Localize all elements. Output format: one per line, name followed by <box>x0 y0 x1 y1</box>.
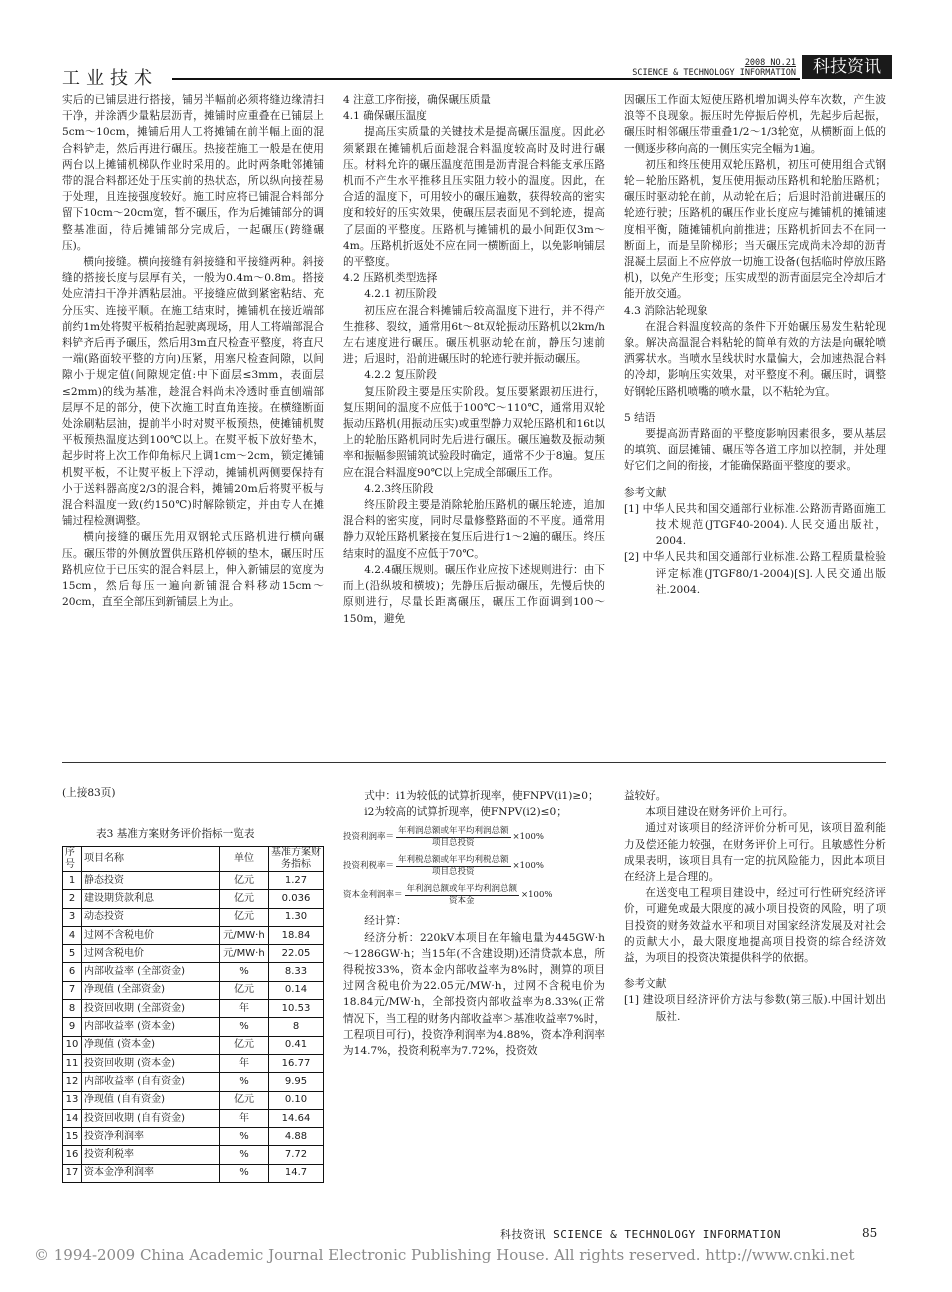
table-cell: 14.64 <box>269 1109 324 1127</box>
section-title: 工业技术 <box>62 68 158 89</box>
table-row <box>63 963 324 981</box>
table-row <box>63 1000 324 1018</box>
table-cell: 投资利税率 <box>82 1146 220 1164</box>
table-cell: 净现值 (资本金) <box>82 1036 220 1054</box>
paragraph: 在混合料温度较高的条件下开始碾压易发生粘轮现象。解决高温混合料粘轮的简单有效的方法是向碾轮喷洒雾状水。当喷水呈线状时水量偏大，会加速热混合料的冷却，影响压实效果，对平整度不利。碾压时，调整好钢轮压路机喷嘴的喷水量，以不粘轮为宜。 <box>624 320 886 398</box>
table-cell: 静态投资 <box>82 872 220 890</box>
formula-capital-profit-rate <box>343 884 605 907</box>
formula-factor: ×100% <box>512 832 544 843</box>
lower-column-2 <box>343 788 605 1059</box>
table-cell: 亿元 <box>220 890 269 908</box>
table-cell: 过网含税电价 <box>82 945 220 963</box>
issue-info <box>606 58 796 78</box>
formula-investment-tax-rate <box>343 855 605 878</box>
formula-denominator: 资本金 <box>449 896 475 907</box>
paragraph: 实后的已铺层进行搭接，铺另半幅前必须将缝边缘清扫干净，并涂洒少量粘层沥青，摊铺时应重叠在已铺层上5cm～10cm，摊铺后用人工将摊铺在前半幅上面的混合料铲走，然后再进行碾压。热接茬施工一般是在使用两台以上摊铺机梯队作业时采用的。此时两条毗邻摊铺带的混合料都还处于压实前的热状态，所以纵向接茬易于处理，且连接强度较好。施工时应将已铺混合料部分留下10cm～20cm宽，暂不碾压，作为后摊铺部分的调整基准面，待后摊铺部分完成后，一起碾压(跨缝碾压)。 <box>62 94 324 252</box>
table-cell: 内部收益率 (全部资金) <box>82 963 220 981</box>
table-cell: 年 <box>220 1000 269 1018</box>
header-rule <box>172 78 800 80</box>
table-row <box>63 1128 324 1146</box>
formula-lhs: 资本金利润率＝ <box>343 890 403 901</box>
paragraph: 4.2.4碾压规则。碾压作业应按下述规则进行：由下而上(沿纵坡和横坡)；先静压后振动碾压，先慢后快的原则进行，尽量长距离碾压，碾压工作面调到100～150m，避免 <box>343 563 605 625</box>
table-cell: 6 <box>63 963 82 981</box>
subsection-heading: 4.2.3终压阶段 <box>364 482 434 495</box>
journal-brand: 科技资讯 <box>802 55 892 79</box>
subsection-heading: 4.2 压路机类型选择 <box>343 272 438 285</box>
paragraph: 初压应在混合料摊铺后较高温度下进行，并不得产生推移、裂纹，通常用6t～8t双轮振动压路机以2km/h左右速度进行碾压。碾压机驱动轮在前，静压匀速前进；后退时，沿前进碾压时的轮迹行驶并振动碾压。 <box>343 304 605 366</box>
table-row <box>63 890 324 908</box>
formula-lhs: 投资利税率＝ <box>343 861 395 872</box>
table-cell: 投资净利润率 <box>82 1128 220 1146</box>
paragraph: 因碾压工作面太短使压路机增加调头停车次数，产生波浪等不良现象。振压时先停振后停机，先起步后起振，碾压时相邻碾压带重叠1/2～1/3轮宽，从横断面上低的一侧逐步移向高的一侧压实完全幅为1遍。 <box>624 94 886 155</box>
article-column-3 <box>624 92 886 598</box>
table-cell: 8 <box>63 1000 82 1018</box>
table-cell: 12 <box>63 1073 82 1091</box>
reference-item: [2] 中华人民共和国交通部行业标准.公路工程质量检验评定标准(JTGF80/1-2004)[S].人民交通出版社.2004. <box>624 551 886 596</box>
table-cell: 年 <box>220 1109 269 1127</box>
table-row <box>63 872 324 890</box>
table-cell: 亿元 <box>220 872 269 890</box>
table-cell: 4 <box>63 926 82 944</box>
formula-lhs: 投资利润率＝ <box>343 832 395 843</box>
table-row <box>63 1164 324 1182</box>
paragraph: 在送变电工程项目建设中，经过可行性研究经济评价，可避免或最大限度的减小项目投资的风险，明了项目投资的财务效益水平和项目对国家经济发展及对社会的贡献大小，最大限度地提高项目投资的综合经济效益，为项目的投资决策提供科学的依据。 <box>624 887 886 965</box>
subsection-heading: 4.3 消除沾轮现象 <box>624 304 708 317</box>
subsection-heading: 4.1 确保碾压温度 <box>343 110 427 123</box>
table-cell: 1.27 <box>269 872 324 890</box>
page-number: 85 <box>862 1226 878 1240</box>
table-cell: 16 <box>63 1146 82 1164</box>
table-cell: 亿元 <box>220 1091 269 1109</box>
reference-item: [1] 建设项目经济评价方法与参数(第三版).中国计划出版社. <box>624 994 886 1023</box>
table-cell: 13 <box>63 1091 82 1109</box>
table-cell: 净现值 (全部资金) <box>82 981 220 999</box>
continued-note: (上接83页) <box>62 787 116 799</box>
table-cell: 3 <box>63 908 82 926</box>
table-cell: 2 <box>63 890 82 908</box>
section-heading: 4 注意工序衔接，确保碾压质量 <box>343 94 491 106</box>
section-heading: 5 结语 <box>624 411 656 424</box>
table-cell: 建设期贷款利息 <box>82 890 220 908</box>
formula-factor: ×100% <box>512 861 544 872</box>
paragraph: 提高压实质量的关键技术是提高碾压温度。因此必须紧跟在摊铺机后面趁混合料温度较高时及时进行碾压。材料允许的碾压温度范围是沥青混合料能支承压路机而不产生水平推移且压实阻力较小的温度。因此，在合适的温度下，可用较小的碾压遍数，获得较高的密实度和较好的压实效果，使碾压层表面见不到轮迹，提高了层面的平整度。压路机与摊铺机的最小间距仅3m～4m。压路机折返处不应在同一横断面上，以免影响铺层的平整度。 <box>343 126 605 269</box>
issue-number: 2008 NO.21 <box>744 58 796 68</box>
column-header: 基准方案财务指标 <box>269 847 324 872</box>
table-cell: 14.7 <box>269 1164 324 1182</box>
paragraph: 初压和终压使用双轮压路机，初压可使用组合式钢轮－轮胎压路机，复压使用振动压路机和轮胎压路机；碾压时驱动轮在前，从动轮在后；后退时沿前进碾压的轮迹行驶；压路机的碾压作业长度应与摊铺机的摊铺速度相平衡，随摊铺机向前推进；压路机折回去不在同一断面上，而是呈阶梯形；当天碾压完成尚未冷却的沥青混凝土层面上不应停放一切施工设备(包括临时停放压路机)，以免产生形变；压实成型的沥青面层完全冷却后才能开放交通。 <box>624 158 886 301</box>
table-cell: 17 <box>63 1164 82 1182</box>
table-cell: 亿元 <box>220 1036 269 1054</box>
table-cell: 7.72 <box>269 1146 324 1164</box>
paragraph: 式中：i1为较低的试算折现率，使FNPV(i1)≥0； <box>364 790 599 802</box>
table-cell: 9.95 <box>269 1073 324 1091</box>
subsection-heading: 4.2.1 初压阶段 <box>364 288 437 301</box>
copyright-watermark: © 1994-2009 China Academic Journal Electronic Publishing House. All rights reserved. http://www.cnki.net <box>34 1246 855 1264</box>
table-cell: 8 <box>269 1018 324 1036</box>
table-cell: 14 <box>63 1109 82 1127</box>
table-row <box>63 1018 324 1036</box>
table-cell: 10.53 <box>269 1000 324 1018</box>
subsection-heading: 4.2.2 复压阶段 <box>364 369 437 382</box>
table-caption: 表3 基准方案财务评价指标一览表 <box>96 828 255 840</box>
formula-numerator: 年利润总额或年平均利润总额 <box>406 884 518 895</box>
table-cell: % <box>220 1073 269 1091</box>
table-cell: 15 <box>63 1128 82 1146</box>
journal-english-name: SCIENCE & TECHNOLOGY INFORMATION <box>632 68 796 78</box>
paragraph: 横向接缝。横向接缝有斜接缝和平接缝两种。斜接缝的搭接长度与层厚有关，一般为0.4m～0.8m。搭接处应清扫干净并洒粘层油。平接缝应做到紧密粘结、充分压实、连接平顺。在施工结束时，摊铺机在接近端部前约1m处将熨平板稍抬起驶离现场，用人工将端部混合料铲齐后再予碾压，然后用3m直尺检查平整度，将直尺一端(路面较平整的方向)压紧，用塞尺检查间隙，以间隙小于规定值(间隙规定值:中下面层≤3mm，表面层≤2mm)的线为基准，趁混合料尚未冷透时垂直刨端部层厚不足的部分，使下次施工时直角连接。在横缝断面处涂刷粘层油，提前半小时对熨平板预热，使摊铺机熨平板预热温度达到100℃以上。在熨平板下放好垫木，起步时将上次工作仰角标尺上调1cm～2cm，锁定摊铺机熨平板，不让熨平板上下浮动，摊铺机两侧要保持有小于送料器高度2/3的混合料，摊铺20m后将熨平板与混合料温度一致(约150℃)时解除锁定，并由专人在摊铺过程检测调整。 <box>62 256 324 528</box>
paragraph: 通过对该项目的经济评价分析可见，该项目盈利能力及偿还能力较强，在财务评价上可行。且敏感性分析成果表明，该项目具有一定的抗风险能力，因此本项目在经济上是合理的。 <box>624 822 886 884</box>
table-row <box>63 1146 324 1164</box>
table-cell: 9 <box>63 1018 82 1036</box>
table-cell: 8.33 <box>269 963 324 981</box>
table-cell: 元/MW·h <box>220 945 269 963</box>
paragraph: i2为较高的试算折现率，使FNPV(i2)≤0； <box>364 806 567 819</box>
table-cell: 资本金净利润率 <box>82 1164 220 1182</box>
formula-factor: ×100% <box>521 890 553 901</box>
column-header: 项目名称 <box>82 847 220 872</box>
financial-indicators-table <box>62 846 324 1183</box>
table-cell: 0.10 <box>269 1091 324 1109</box>
references-heading: 参考文献 <box>624 978 667 991</box>
table-cell: 过网不含税电价 <box>82 926 220 944</box>
table-cell: 4.88 <box>269 1128 324 1146</box>
paragraph: 横向接缝的碾压先用双钢轮式压路机进行横向碾压。碾压带的外侧放置供压路机停顿的垫木，碾压时压路机应位于已压实的混合料层上，伸入新铺层的宽度为15cm，然后每压一遍向新铺混合料移动15cm～20cm，直至全部压到新铺层上为止。 <box>62 531 324 609</box>
formula-denominator: 项目总投资 <box>432 838 475 849</box>
table-row <box>63 945 324 963</box>
formula-numerator: 年利润总额或年平均利润总额 <box>398 826 509 837</box>
lower-column-3 <box>624 788 886 1025</box>
table-cell: 5 <box>63 945 82 963</box>
formula-denominator: 项目总投资 <box>432 867 475 878</box>
table-row <box>63 1073 324 1091</box>
table-cell: 10 <box>63 1036 82 1054</box>
table-cell: 0.14 <box>269 981 324 999</box>
footer-journal: 科技资讯 SCIENCE & TECHNOLOGY INFORMATION <box>500 1228 782 1241</box>
formula-investment-profit-rate <box>343 826 605 849</box>
paragraph: 经济分析：220kV本项目在年输电量为445GW·h ～1286GW·h；当15年(不含建设期)还清贷款本息，所得税按33%，资本金内部收益率为8%时，测算的项目过网含税电价为22.05元/MW·h，过网不含税电价为18.84元/MW·h，全部投资内部收益率为8.33%(正常情况下，当工程的财务内部收益率＞基准收益率7%时，工程项目可行)，投资净利润率为4.88%，资本净利润率为14.7%，投资利税率为7.72%，投资效 <box>343 931 605 1058</box>
table-cell: % <box>220 1146 269 1164</box>
paragraph: 终压阶段主要是消除轮胎压路机的碾压轮迹，追加混合料的密实度，同时尽量修整路面的不平度。通常用静力双轮压路机紧接在复压后进行1～2遍的碾压。终压结束时的温度不应低于70℃。 <box>343 499 605 560</box>
table-row <box>63 981 324 999</box>
paragraph: 经计算： <box>364 915 407 928</box>
section-divider <box>62 762 886 763</box>
table-cell: 22.05 <box>269 945 324 963</box>
table-cell: 投资回收期 (资本金) <box>82 1054 220 1072</box>
formula-numerator: 年利税总额或年平均利税总额 <box>398 855 509 866</box>
table-cell: 16.77 <box>269 1054 324 1072</box>
column-header: 单位 <box>220 847 269 872</box>
table-cell: 7 <box>63 981 82 999</box>
paragraph: 复压阶段主要是压实阶段。复压要紧跟初压进行，复压期间的温度不应低于100℃～110℃，通常用双轮振动压路机(用振动压实)或重型静力双轮压路机和16t以上的轮胎压路机同时先后进行碾压。碾压遍数及振动频率和振幅参照铺筑试验段时确定，通常不少于8遍。复压应在混合料温度90℃以上完成全部碾压工作。 <box>343 385 605 479</box>
paragraph: 益较好。 <box>624 790 667 802</box>
table-cell: 投资回收期 (全部资金) <box>82 1000 220 1018</box>
references-heading: 参考文献 <box>624 486 667 499</box>
table-cell: 亿元 <box>220 981 269 999</box>
table-cell: 1.30 <box>269 908 324 926</box>
table-cell: 11 <box>63 1054 82 1072</box>
table-cell: 亿元 <box>220 908 269 926</box>
table-cell: 内部收益率 (资本金) <box>82 1018 220 1036</box>
table-cell: 0.41 <box>269 1036 324 1054</box>
paragraph: 要提高沥青路面的平整度影响因素很多，要从基层的填筑、面层摊铺、碾压等各道工序加以控制，并处理好它们之间的衔接，才能确保路面平整度的要求。 <box>624 428 886 473</box>
table-header-row <box>63 847 324 872</box>
article-column-2 <box>343 92 605 627</box>
reference-item: [1] 中华人民共和国交通部行业标准.公路沥青路面施工技术规范(JTGF40-2004).人民交通出版社，2004. <box>624 502 886 548</box>
table-row <box>63 1036 324 1054</box>
table-cell: 元/MW·h <box>220 926 269 944</box>
table-row <box>63 1109 324 1127</box>
table-row <box>63 1054 324 1072</box>
table-cell: % <box>220 1164 269 1182</box>
table-cell: 内部收益率 (自有资金) <box>82 1073 220 1091</box>
table-cell: 动态投资 <box>82 908 220 926</box>
table-cell: 净现值 (自有资金) <box>82 1091 220 1109</box>
table-row <box>63 926 324 944</box>
table-cell: 年 <box>220 1054 269 1072</box>
paragraph: 本项目建设在财务评价上可行。 <box>645 806 794 819</box>
table-cell: % <box>220 963 269 981</box>
table-cell: 1 <box>63 872 82 890</box>
table-cell: 18.84 <box>269 926 324 944</box>
table-cell: % <box>220 1018 269 1036</box>
table-cell: 投资回收期 (自有资金) <box>82 1109 220 1127</box>
table-cell: % <box>220 1128 269 1146</box>
article-column-1 <box>62 92 324 611</box>
table-row <box>63 1091 324 1109</box>
table-cell: 0.036 <box>269 890 324 908</box>
table-row <box>63 908 324 926</box>
column-header: 序号 <box>63 847 82 872</box>
